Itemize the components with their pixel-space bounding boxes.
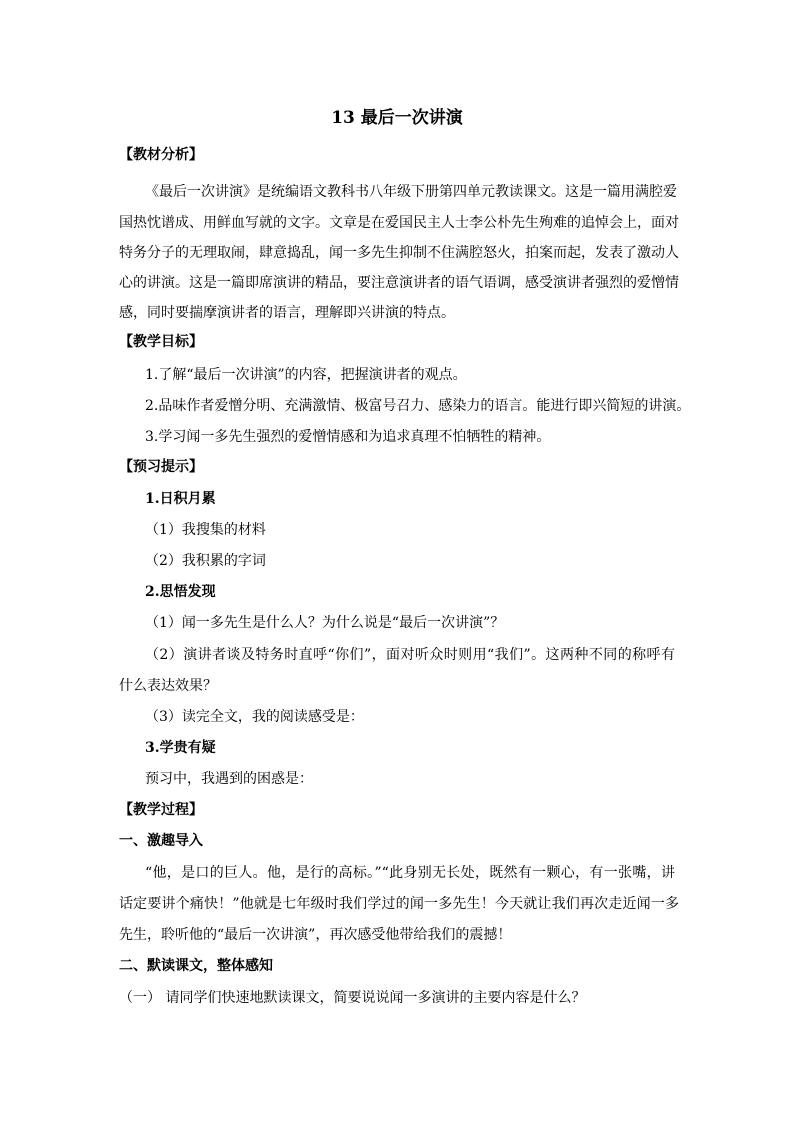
preview-question-1: （1）闻一多先生是什么人？为什么说是“最后一次讲演”？ xyxy=(145,615,505,631)
preview-sub-heading-1: 1.日积月累 xyxy=(145,491,216,507)
analysis-line-4: 心的讲演。这是一篇即席演讲的精品，要注意演讲者的语气语调，感受演讲者强烈的爱憎情 xyxy=(119,275,679,291)
document-title: 13 最后一次讲演 xyxy=(331,108,463,128)
section-heading-process: 【教学过程】 xyxy=(119,802,203,818)
section-heading-analysis: 【教材分析】 xyxy=(119,147,203,163)
preview-question-2-line-2: 什么表达效果？ xyxy=(119,678,217,694)
preview-confusion-text: 预习中，我遇到的困惑是： xyxy=(145,771,313,787)
section-heading-goals: 【教学目标】 xyxy=(119,334,203,350)
analysis-line-1: 《最后一次讲演》是统编语文教科书八年级下册第四单元教读课文。这是一篇用满腔爱 xyxy=(145,184,677,200)
preview-sub-heading-3: 3.学贵有疑 xyxy=(145,740,216,756)
preview-question-2-line-1: （2）演讲者谈及特务时直呼“你们”，面对听众时则用“我们”。这两种不同的称呼有 xyxy=(145,647,675,663)
preview-item-materials: （1）我搜集的材料 xyxy=(145,522,266,538)
preview-sub-heading-2: 2.思悟发现 xyxy=(145,584,216,600)
process-part-2-question-1: （一） 请同学们快速地默读课文，简要说说闻一多演讲的主要内容是什么？ xyxy=(119,990,586,1006)
preview-item-words: （2）我积累的字词 xyxy=(145,553,266,569)
analysis-line-5: 感，同时要揣摩演讲者的语言，理解即兴讲演的特点。 xyxy=(119,305,455,321)
section-heading-preview: 【预习提示】 xyxy=(119,459,203,475)
analysis-line-3: 特务分子的无理取闹，肆意捣乱，闻一多先生抑制不住满腔怒火，拍案而起，发表了激动人 xyxy=(119,245,679,261)
analysis-line-2: 国热忱谱成、用鲜血写就的文字。文章是在爱国民主人士李公朴先生殉难的追悼会上，面对 xyxy=(119,215,679,231)
goal-item-3: 3.学习闻一多先生强烈的爱憎情感和为追求真理不怕牺牲的精神。 xyxy=(145,429,551,445)
process-part-1-line-2: 话定要讲个痛快！”他就是七年级时我们学过的闻一多先生！今天就让我们再次走近闻一多 xyxy=(119,896,679,912)
preview-question-3: （3）读完全文，我的阅读感受是： xyxy=(145,709,364,725)
process-part-1-line-3: 先生，聆听他的“最后一次讲演”，再次感受他带给我们的震撼！ xyxy=(119,927,512,943)
goal-item-1: 1.了解“最后一次讲演”的内容，把握演讲者的观点。 xyxy=(145,367,467,383)
process-part-1-heading: 一、激趣导入 xyxy=(119,833,203,849)
goal-item-2: 2.品味作者爱憎分明、充满激情、极富号召力、感染力的语言。能进行即兴简短的讲演。 xyxy=(145,398,691,414)
process-part-1-line-1: “他，是口的巨人。他，是行的高标。”“此身别无长处，既然有一颗心，有一张嘴，讲 xyxy=(145,865,675,881)
process-part-2-heading: 二、默读课文，整体感知 xyxy=(119,958,273,974)
